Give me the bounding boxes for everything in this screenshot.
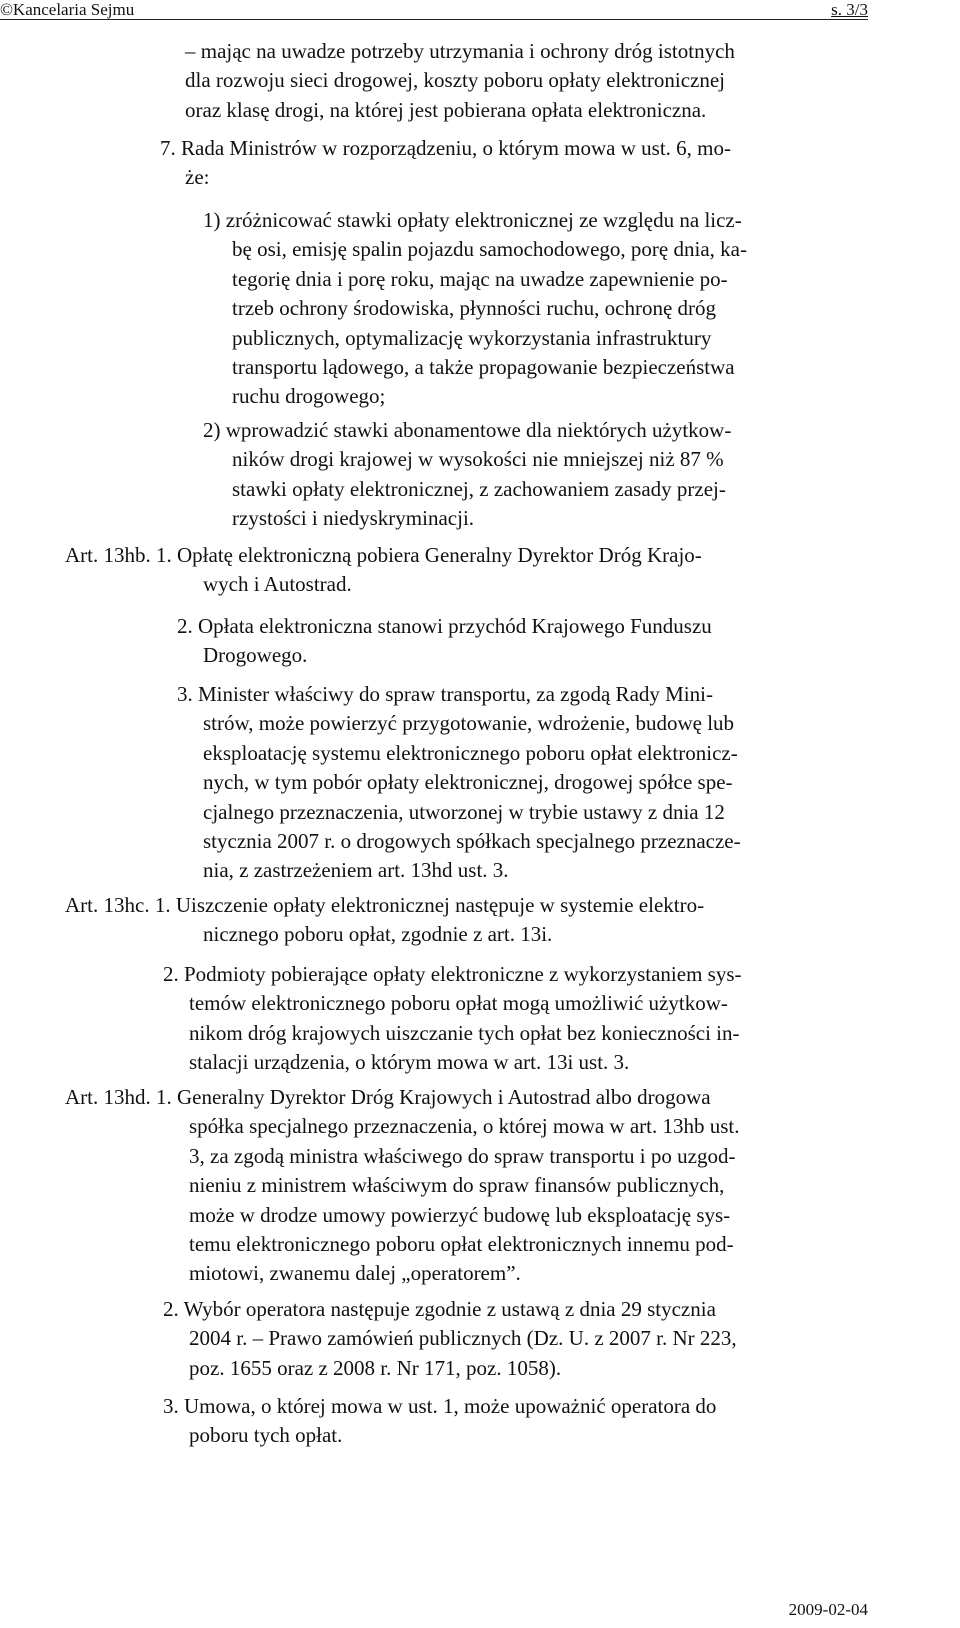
text-line: 2. Podmioty pobierające opłaty elektroniczne z wykorzystaniem sys-: [163, 962, 742, 986]
text-line: 1) zróżnicować stawki opłaty elektronicznej ze względu na licz-: [203, 208, 742, 232]
article-13hc-ust-1: [65, 891, 840, 950]
text-line: może w drodze umowy powierzyć budowę lub eksploatację sys-: [189, 1202, 731, 1227]
text-line: tegorię dnia i porę roku, mając na uwadze zapewnienie po-: [232, 266, 728, 291]
text-line: temów elektronicznego poboru opłat mogą umożliwić użytkow-: [189, 991, 728, 1016]
text-line: bę osi, emisję spalin pojazdu samochodowego, porę dnia, ka-: [232, 237, 747, 262]
copyright-label: ©Kancelaria Sejmu: [0, 0, 135, 19]
text-line: 2. Wybór operatora następuje zgodnie z ustawą z dnia 29 stycznia: [163, 1297, 716, 1321]
text-line: wych i Autostrad.: [203, 572, 352, 597]
text-line: temu elektronicznego poboru opłat elektronicznych innemu pod-: [189, 1232, 734, 1257]
text-line: ników drogi krajowej w wysokości nie mniejszej niż 87 %: [232, 447, 724, 472]
text-line: 3. Minister właściwy do spraw transportu, za zgodą Rady Mini-: [177, 682, 713, 706]
text-line: nikom dróg krajowych uiszczanie tych opłat bez konieczności in-: [189, 1020, 740, 1045]
text-line: oraz klasę drogi, na której jest pobierana opłata elektroniczna.: [185, 97, 707, 122]
text-line: miotowi, zwanemu dalej „operatorem”.: [189, 1261, 521, 1286]
text-line: dla rozwoju sieci drogowej, koszty poboru opłaty elektronicznej: [185, 68, 726, 93]
article-13hd-ust-3: [163, 1392, 840, 1451]
text-line: 2. Opłata elektroniczna stanowi przychód Krajowego Funduszu: [177, 614, 712, 638]
text-line: poboru tych opłat.: [189, 1423, 343, 1448]
text-line: Drogowego.: [203, 643, 308, 668]
text-line: – mając na uwadze potrzeby utrzymania i ochrony dróg istotnych: [185, 39, 735, 63]
point-2: [203, 416, 840, 534]
text-line: stawki opłaty elektronicznej, z zachowaniem zasady przej-: [232, 476, 726, 501]
dash-clause: [185, 37, 840, 125]
text-line: 7. Rada Ministrów w rozporządzeniu, o którym mowa w ust. 6, mo-: [160, 136, 731, 160]
page-number: s. 3/3: [831, 0, 868, 19]
text-line: Art. 13hc. 1. Uiszczenie opłaty elektronicznej następuje w systemie elektro-: [65, 893, 705, 917]
text-line: rzystości i niedyskryminacji.: [232, 506, 475, 531]
article-13hb-ust-1: [65, 541, 840, 600]
text-line: eksploatację systemu elektronicznego poboru opłat elektronicz-: [203, 740, 738, 765]
article-13hb-ust-2: [177, 612, 840, 671]
text-line: nia, z zastrzeżeniem art. 13hd ust. 3.: [203, 858, 509, 883]
text-line: Art. 13hb. 1. Opłatę elektroniczną pobiera Generalny Dyrektor Dróg Krajo-: [65, 543, 702, 567]
text-line: strów, może powierzyć przygotowanie, wdrożenie, budowę lub: [203, 711, 735, 736]
article-13hd-ust-1: [65, 1083, 840, 1289]
text-line: nych, w tym pobór opłaty elektronicznej, drogowej spółce spe-: [203, 770, 733, 795]
text-line: stycznia 2007 r. o drogowych spółkach specjalnego przeznacze-: [203, 829, 741, 854]
point-1: [203, 206, 840, 412]
text-line: publicznych, optymalizację wykorzystania infrastruktury: [232, 325, 712, 350]
page-header: [0, 0, 960, 22]
text-line: transportu lądowego, a także propagowanie bezpieczeństwa: [232, 355, 735, 380]
text-line: trzeb ochrony środowiska, płynności ruchu, ochronę dróg: [232, 296, 717, 321]
text-line: ruchu drogowego;: [232, 384, 386, 409]
footer-date: 2009-02-04: [788, 1600, 868, 1619]
text-line: cjalnego przeznaczenia, utworzonej w trybie ustawy z dnia 12: [203, 799, 725, 824]
text-line: 3, za zgodą ministra właściwego do spraw transportu i po uzgod-: [189, 1143, 736, 1168]
text-line: Art. 13hd. 1. Generalny Dyrektor Dróg Krajowych i Autostrad albo drogowa: [65, 1085, 711, 1109]
text-line: spółka specjalnego przeznaczenia, o której mowa w art. 13hb ust.: [189, 1114, 740, 1139]
text-line: 2004 r. – Prawo zamówień publicznych (Dz. U. z 2007 r. Nr 223,: [189, 1326, 737, 1351]
text-line: 3. Umowa, o której mowa w ust. 1, może upoważnić operatora do: [163, 1394, 717, 1418]
text-line: stalacji urządzenia, o którym mowa w art. 13i ust. 3.: [189, 1050, 630, 1075]
text-line: nieniu z ministrem właściwym do spraw finansów publicznych,: [189, 1173, 725, 1198]
article-13hd-ust-2: [163, 1295, 840, 1383]
article-13hc-ust-2: [163, 960, 840, 1078]
text-line: że:: [185, 165, 210, 190]
article-13hb-ust-3: [177, 680, 840, 886]
paragraph-ust-7: [160, 134, 840, 193]
text-line: 2) wprowadzić stawki abonamentowe dla niektórych użytkow-: [203, 418, 732, 442]
text-line: nicznego poboru opłat, zgodnie z art. 13i.: [203, 922, 553, 947]
header-rule: [0, 19, 868, 20]
text-line: poz. 1655 oraz z 2008 r. Nr 171, poz. 1058).: [189, 1355, 562, 1380]
